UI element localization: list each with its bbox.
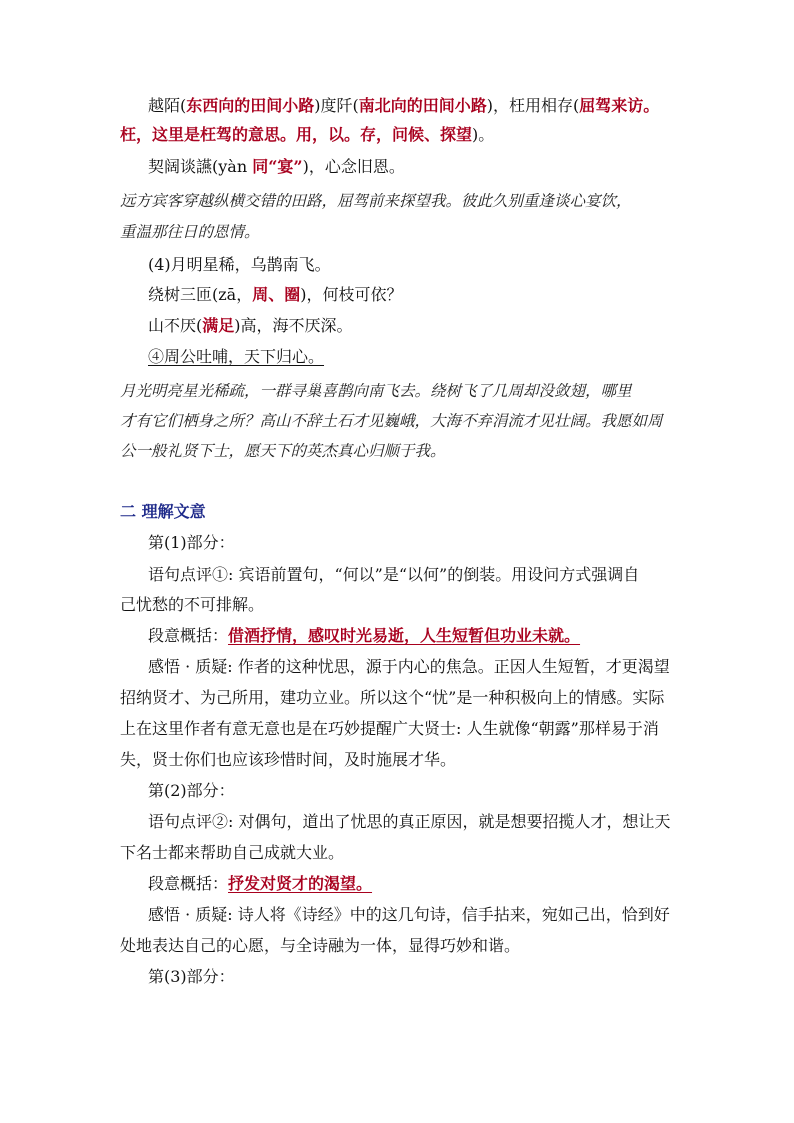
insight-line: 上在这里作者有意无意也是在巧妙提醒广大贤士: 人生就像“朝露”那样易于消 bbox=[120, 719, 659, 738]
comment-line: 己忧愁的不可排解。 bbox=[120, 595, 265, 614]
part-title: 第(3)部分： bbox=[148, 967, 235, 986]
verse-line-yueming: (4)月明星稀，乌鹊南飞。 bbox=[148, 255, 331, 274]
verse-line-yuemo: 越陌(东西向的田间小路)度阡(南北向的田间小路)，枉用相存(屈驾来访。 bbox=[148, 96, 660, 115]
comment-line: 语句点评①: 宾语前置句，“何以”是“以何”的倒装。用设问方式强调自 bbox=[148, 565, 640, 584]
part-title: 第(1)部分： bbox=[148, 533, 235, 552]
summary-line: 段意概括：借酒抒情，感叹时光易逝，人生短暂但功业未就。 bbox=[148, 626, 581, 645]
translation-line: 才有它们栖身之所？高山不辞土石才见巍峨，大海不弃涓流才见壮阔。我愿如周 bbox=[120, 412, 663, 430]
annotation-line-wang: 枉，这里是枉驾的意思。用，以。存，问候、探望)。 bbox=[120, 125, 495, 144]
annotation: 枉，这里是枉驾的意思。用，以。存，问候、探望 bbox=[120, 125, 473, 144]
annotation: 满足 bbox=[202, 316, 235, 335]
verse-line-qikuo: 契阔谈讌(yàn 同“宴”)，心念旧恩。 bbox=[148, 157, 405, 176]
annotation: 南北向的田间小路 bbox=[358, 96, 487, 115]
annotation: 东西向的田间小路 bbox=[186, 96, 315, 115]
summary-line: 段意概括：抒发对贤才的渴望。 bbox=[148, 874, 373, 893]
translation-line: 公一般礼贤下士，愿天下的英杰真心归顺于我。 bbox=[120, 442, 446, 460]
verse-line-zhougong: ④周公吐哺，天下归心。 bbox=[148, 347, 325, 366]
verse-line-raoshu: 绕树三匝(zā，周、圈)，何枝可依？ bbox=[148, 285, 403, 304]
insight-line: 感悟 · 质疑: 诗人将《诗经》中的这几句诗，信手拈来，宛如己出，恰到好 bbox=[148, 905, 670, 924]
insight-line: 处地表达自己的心愿，与全诗融为一体，显得巧妙和谐。 bbox=[120, 936, 521, 955]
summary-text: 借酒抒情，感叹时光易逝，人生短暂但功业未就。 bbox=[228, 626, 581, 645]
annotation: 同“宴” bbox=[252, 157, 303, 176]
comment-line: 下名士都来帮助自己成就大业。 bbox=[120, 843, 345, 862]
translation-line: 重温那往日的恩情。 bbox=[120, 223, 260, 241]
comment-line: 语句点评②: 对偶句，道出了忧思的真正原因，就是想要招揽人才，想让天 bbox=[148, 812, 671, 831]
part-title: 第(2)部分： bbox=[148, 781, 235, 800]
verse-line-shanbuyan: 山不厌(满足)高，海不厌深。 bbox=[148, 316, 353, 335]
insight-line: 失，贤士你们也应该珍惜时间，及时施展才华。 bbox=[120, 750, 457, 769]
annotation: 屈驾来访。 bbox=[579, 96, 660, 115]
section-heading: 二 理解文意 bbox=[120, 502, 206, 521]
insight-line: 招纳贤才、为己所用，建功立业。所以这个“忧”是一种积极向上的情感。实际 bbox=[120, 688, 665, 707]
annotation: 周、圈 bbox=[252, 285, 301, 304]
translation-line: 远方宾客穿越纵横交错的田路，屈驾前来探望我。彼此久别重逢谈心宴饮， bbox=[120, 192, 632, 210]
summary-text: 抒发对贤才的渴望。 bbox=[228, 874, 373, 893]
insight-line: 感悟 · 质疑: 作者的这种忧思，源于内心的焦急。正因人生短暂，才更渴望 bbox=[148, 657, 670, 676]
translation-line: 月光明亮星光稀疏，一群寻巢喜鹊向南飞去。绕树飞了几周却没敛翅，哪里 bbox=[120, 382, 632, 400]
